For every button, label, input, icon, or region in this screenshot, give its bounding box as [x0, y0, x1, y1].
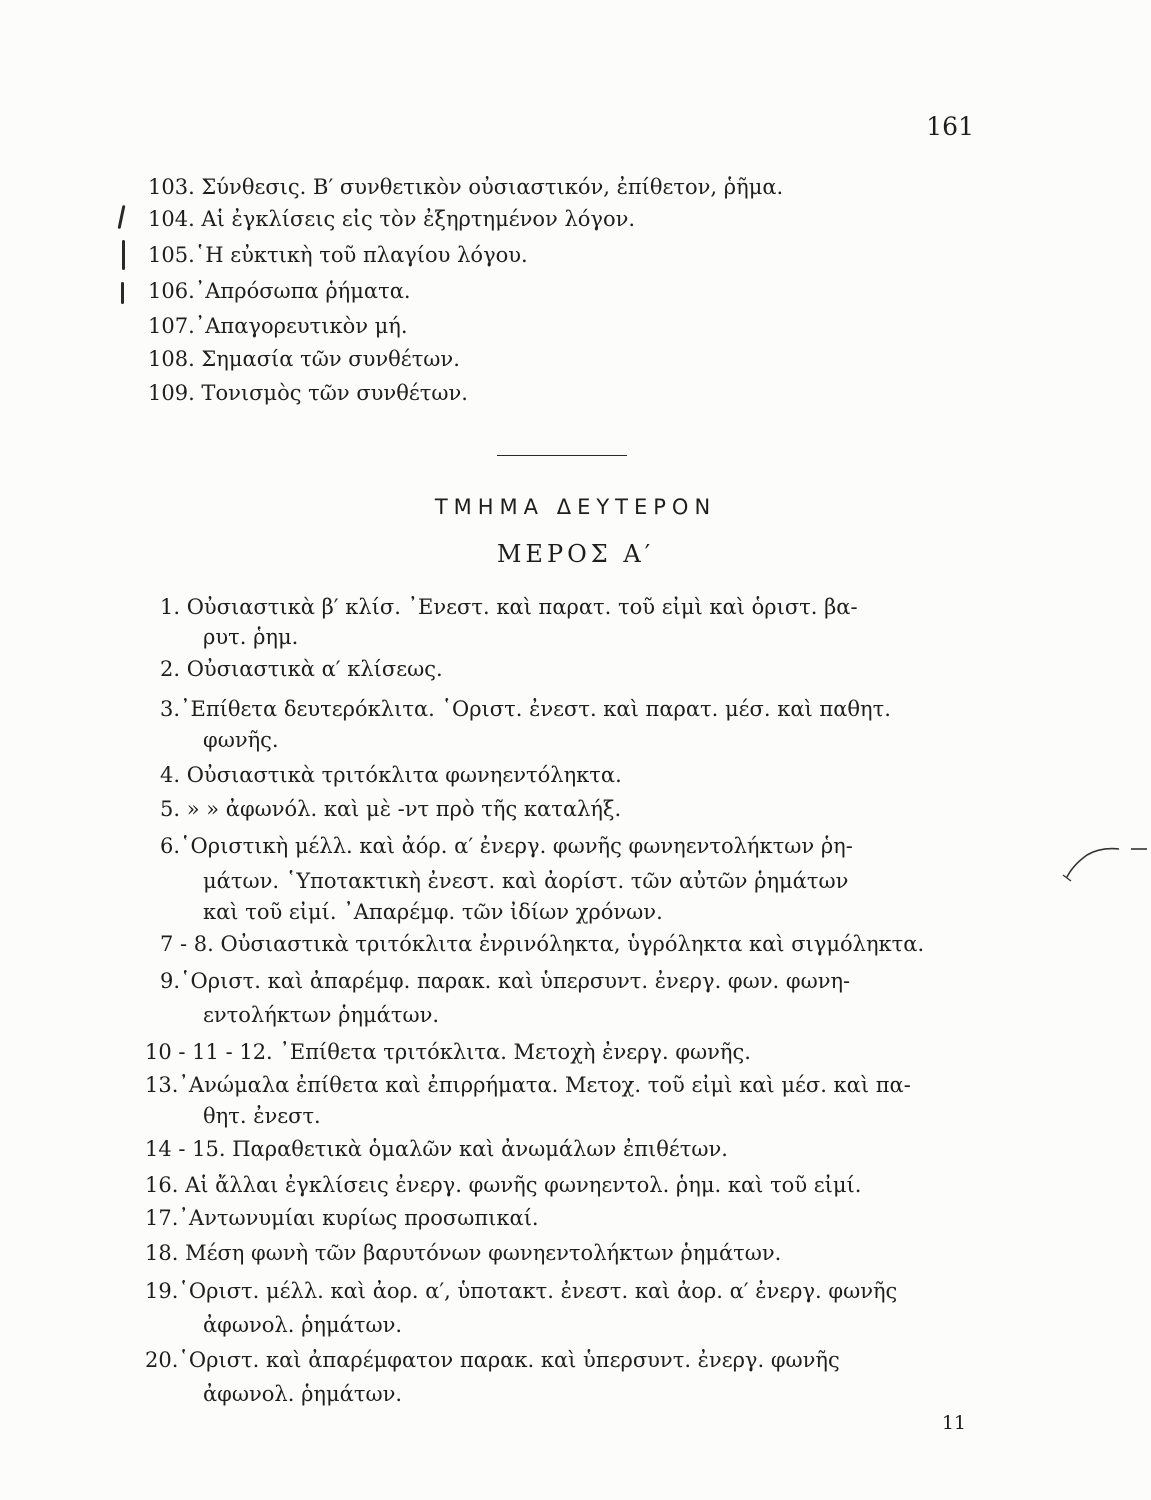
lesson-line: 1. Οὐσιαστικὰ β′ κλίσ. ᾽Ενεστ. καὶ παρατ. τοῦ εἰμὶ καὶ ὁριστ. βα-: [160, 595, 858, 619]
lesson-line: 13.᾽Ανώμαλα ἐπίθετα καὶ ἐπιρρήματα. Μετοχ. τοῦ εἰμὶ καὶ μέσ. καὶ πα-: [145, 1073, 911, 1097]
list-item: 108. Σημασία τῶν συνθέτων.: [148, 347, 460, 371]
lesson-line: 2. Οὐσιαστικὰ α′ κλίσεως.: [160, 657, 443, 681]
lesson-line: 14 - 15. Παραθετικὰ ὁμαλῶν καὶ ἀνωμάλων ἐπιθέτων.: [145, 1137, 728, 1161]
list-item: 109. Τονισμὸς τῶν συνθέτων.: [148, 381, 468, 405]
lesson-line: ἀφωνολ. ῥημάτων.: [203, 1313, 403, 1337]
list-item: 104. Αἱ ἐγκλίσεις εἰς τὸν ἐξηρτημένον λόγον.: [148, 207, 636, 231]
lesson-line: 16. Αἱ ἄλλαι ἐγκλίσεις ἐνεργ. φωνῆς φωνηεντολ. ῥημ. καὶ τοῦ εἰμί.: [145, 1173, 862, 1197]
page-number: 161: [926, 112, 974, 141]
signature-number: 11: [941, 1412, 966, 1434]
lesson-line: 10 - 11 - 12. ᾽Επίθετα τριτόκλιτα. Μετοχὴ ἐνεργ. φωνῆς.: [145, 1040, 751, 1064]
lesson-line: 6.῾Οριστικὴ μέλλ. καὶ ἀόρ. α′ ἐνεργ. φωνῆς φωνηεντολήκτων ῥη-: [160, 834, 853, 858]
part-title: ΜΕΡΟΣ Α′: [496, 540, 655, 568]
margin-mark: [118, 205, 126, 229]
lesson-line: 7 - 8. Οὐσιαστικὰ τριτόκλιτα ἐνρινόληκτα, ὑγρόληκτα καὶ σιγμόληκτα.: [160, 932, 925, 956]
lesson-line: μάτων. ῾Υποτακτικὴ ἐνεστ. καὶ ἀορίστ. τῶν αὐτῶν ῥημάτων: [203, 869, 849, 893]
lesson-line: φωνῆς.: [203, 728, 279, 752]
lesson-line: ἀφωνολ. ῥημάτων.: [203, 1382, 403, 1406]
pencil-doodle-icon: [1035, 835, 1151, 895]
margin-mark: [121, 282, 124, 304]
list-item: 103. Σύνθεσις. Β′ συνθετικὸν οὐσιαστικόν, ἐπίθετον, ῥῆμα.: [148, 175, 784, 199]
lesson-line: καὶ τοῦ εἰμί. ᾽Απαρέμφ. τῶν ἰδίων χρόνων.: [203, 900, 663, 924]
section-divider: [497, 455, 627, 456]
lesson-line: 3.᾽Επίθετα δευτερόκλιτα. ῾Οριστ. ἐνεστ. καὶ παρατ. μέσ. καὶ παθητ.: [160, 697, 891, 721]
lesson-line: 19.῾Οριστ. μέλλ. καὶ ἀορ. α′, ὑποτακτ. ἐνεστ. καὶ ἀορ. α′ ἐνεργ. φωνῆς: [145, 1279, 898, 1303]
margin-mark: [122, 240, 125, 270]
lesson-line: 18. Μέση φωνὴ τῶν βαρυτόνων φωνηεντολήκτων ῥημάτων.: [145, 1241, 782, 1265]
list-item: 106.᾽Απρόσωπα ῥήματα.: [148, 279, 411, 303]
lesson-line: 9.῾Οριστ. καὶ ἀπαρέμφ. παρακ. καὶ ὑπερσυντ. ἐνεργ. φων. φωνη-: [160, 969, 851, 993]
list-item: 105.῾Η εὐκτικὴ τοῦ πλαγίου λόγου.: [148, 243, 528, 267]
lesson-line: εντολήκτων ῥημάτων.: [203, 1003, 440, 1027]
lesson-line: ρυτ. ῥημ.: [203, 625, 299, 649]
lesson-line: 20.῾Οριστ. καὶ ἀπαρέμφατον παρακ. καὶ ὑπερσυντ. ἐνεργ. φωνῆς: [145, 1348, 840, 1372]
lesson-line: 17.᾽Αντωνυμίαι κυρίως προσωπικαί.: [145, 1206, 539, 1230]
section-title: ΤΜΗΜΑ ΔΕΥΤΕΡΟΝ: [434, 495, 717, 519]
lesson-line: 5. » » ἀφωνόλ. καὶ μὲ -ντ πρὸ τῆς καταλήξ.: [160, 797, 622, 821]
lesson-line: θητ. ἐνεστ.: [203, 1104, 321, 1128]
list-item: 107.᾽Απαγορευτικὸν μή.: [148, 314, 408, 338]
lesson-line: 4. Οὐσιαστικὰ τριτόκλιτα φωνηεντόληκτα.: [160, 763, 622, 787]
